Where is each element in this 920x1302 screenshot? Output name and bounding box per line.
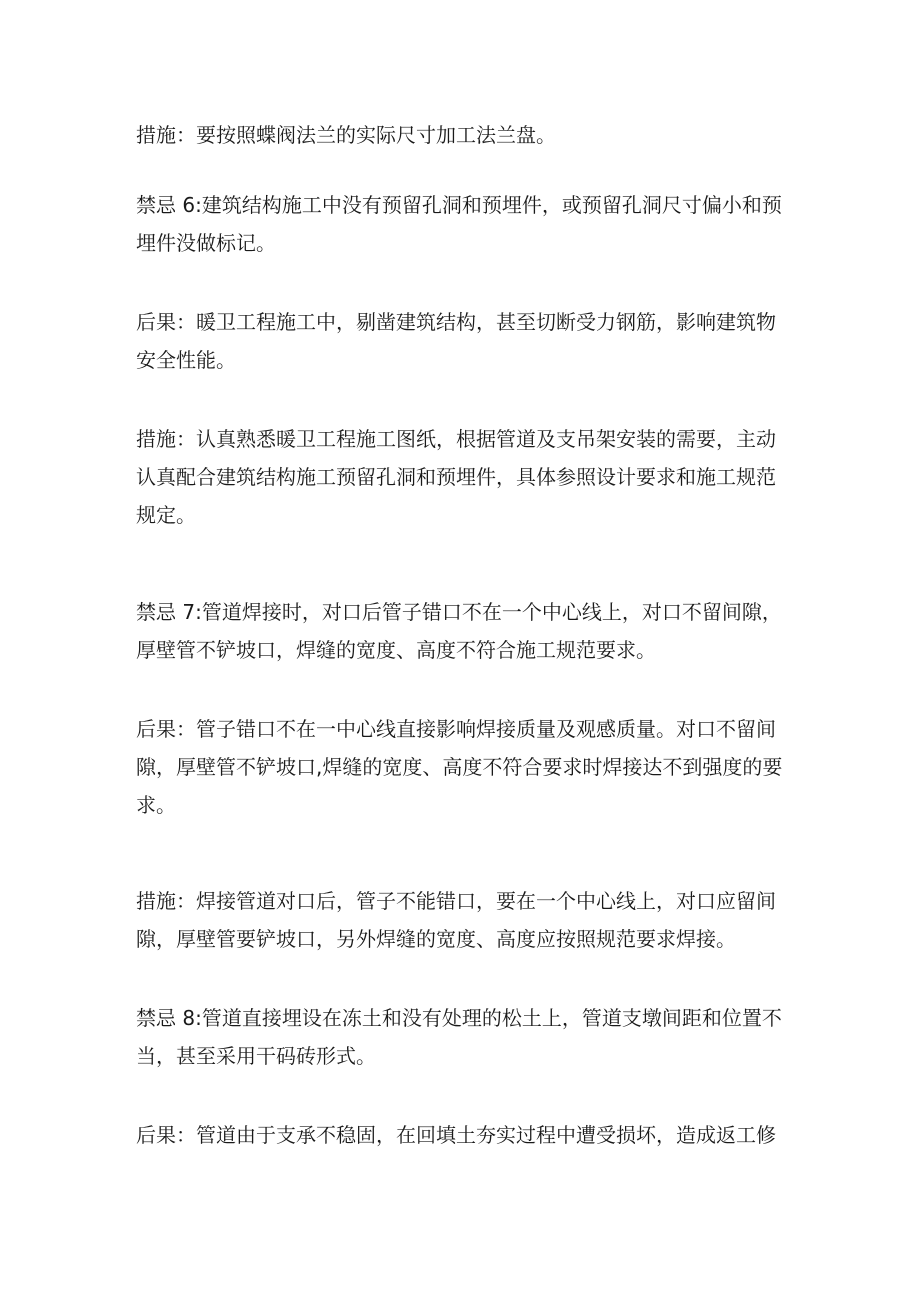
paragraph-measure-butterfly-valve — [136, 116, 796, 154]
text-line: 求。 — [136, 793, 176, 817]
text-line: 规定。 — [136, 503, 196, 527]
text-line: 禁忌 7:管道焊接时，对口后管子错口不在一个中心线上，对口不留间隙， — [136, 600, 782, 624]
text-line: 措施：认真熟悉暖卫工程施工图纸，根据管道及支吊架安装的需要，主动 — [136, 427, 776, 451]
text-line: 后果：管子错口不在一中心线直接影响焊接质量及观感质量。对口不留间 — [136, 717, 776, 741]
text-line: 措施：要按照蝶阀法兰的实际尺寸加工法兰盘。 — [136, 123, 556, 147]
text-line: 后果：暖卫工程施工中，剔凿建筑结构，甚至切断受力钢筋，影响建筑物 — [136, 310, 776, 334]
text-line: 安全性能。 — [136, 348, 236, 372]
text-line: 隙，厚壁管要铲坡口，另外焊缝的宽度、高度应按照规范要求焊接。 — [136, 927, 736, 951]
text-line: 禁忌 8:管道直接埋设在冻土和没有处理的松土上，管道支墩间距和位置不 — [136, 1006, 782, 1030]
text-line: 禁忌 6:建筑结构施工中没有预留孔洞和预埋件，或预留孔洞尺寸偏小和预 — [136, 193, 782, 217]
paragraph-measure-7 — [136, 882, 796, 958]
paragraph-taboo-6 — [136, 186, 796, 262]
paragraph-consequence-7 — [136, 710, 796, 824]
paragraph-consequence-6 — [136, 303, 796, 379]
text-line: 埋件没做标记。 — [136, 231, 276, 255]
paragraph-taboo-7 — [136, 593, 796, 669]
text-line: 当，甚至采用干码砖形式。 — [136, 1044, 376, 1068]
text-line: 厚壁管不铲坡口，焊缝的宽度、高度不符合施工规范要求。 — [136, 638, 656, 662]
text-line: 后果：管道由于支承不稳固，在回填土夯实过程中遭受损坏，造成返工修 — [136, 1123, 776, 1147]
text-line: 认真配合建筑结构施工预留孔洞和预埋件，具体参照设计要求和施工规范 — [136, 465, 776, 489]
text-line: 措施：焊接管道对口后，管子不能错口，要在一个中心线上，对口应留间 — [136, 889, 776, 913]
paragraph-consequence-8 — [136, 1116, 796, 1154]
paragraph-measure-6 — [136, 420, 796, 534]
text-line: 隙，厚壁管不铲坡口,焊缝的宽度、高度不符合要求时焊接达不到强度的要 — [136, 755, 783, 779]
paragraph-taboo-8 — [136, 999, 796, 1075]
